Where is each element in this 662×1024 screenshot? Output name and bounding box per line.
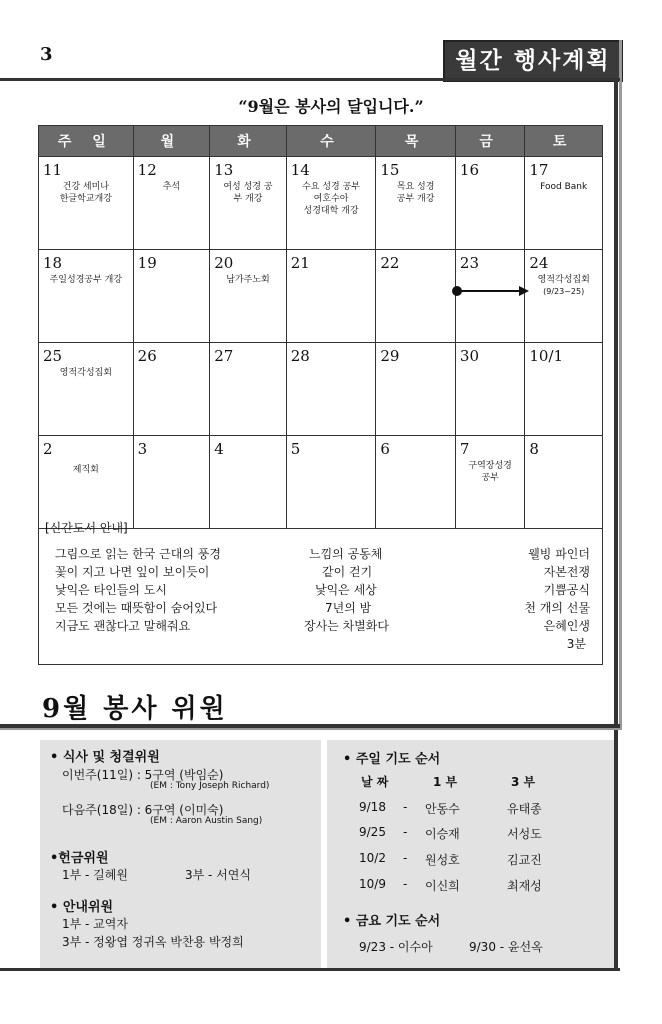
book-title: 모든 것에는 때뜻함이 숨어있다 — [55, 601, 218, 615]
day-number: 24 — [529, 254, 549, 272]
sunday-prayer-heading: • 주일 기도 순서 — [343, 752, 441, 767]
volunteer-panel-left — [40, 740, 321, 968]
weekday-header: 목 — [376, 126, 456, 157]
meal-this-week-em: (EM : Tony Joseph Richard) — [150, 781, 270, 791]
day-event: 제직회 — [72, 465, 99, 475]
prayer-col-header: 날 짜 — [361, 775, 389, 789]
day-event: 목요 성경 — [396, 182, 435, 192]
day-event: 여호수아 — [313, 194, 349, 204]
day-event: 수요 성경 공부 — [302, 182, 360, 192]
prayer-dash: - — [403, 825, 408, 839]
book-title: 자본전쟁 — [543, 565, 590, 579]
book-title: 은혜인생 — [543, 619, 590, 633]
meal-next-week-em: (EM : Aaron Austin Sang) — [150, 816, 263, 826]
day-event: 건강 세미나 — [62, 182, 109, 192]
calendar-day-cell — [455, 250, 524, 343]
calendar-day-cell — [525, 343, 603, 436]
calendar-day-cell — [286, 343, 376, 436]
book-title: 3분 — [566, 637, 586, 651]
usher-heading: • 안내위원 — [50, 900, 114, 915]
day-event: 여성 성경 공 — [223, 182, 273, 192]
day-number: 12 — [137, 161, 157, 179]
prayer-third-service: 유태종 — [507, 802, 542, 816]
calendar-day-cell — [39, 343, 134, 436]
calendar-day-cell — [210, 250, 287, 343]
book-title: 느낌의 공동체 — [309, 547, 383, 561]
day-number: 11 — [43, 161, 63, 179]
book-title: 낯익은 타인들의 도시 — [55, 583, 167, 597]
calendar-day-cell — [525, 250, 603, 343]
event-span-arrow — [456, 290, 524, 292]
prayer-first-service: 이신희 — [425, 879, 460, 893]
prayer-col-header: 3 부 — [511, 775, 536, 789]
day-number: 29 — [380, 347, 400, 365]
book-title: 장사는 차별화다 — [304, 619, 389, 633]
monthly-motto: “9월은 봉사의 달입니다.” — [238, 97, 424, 116]
day-event: 부 개강 — [233, 194, 263, 204]
day-event: 남가주노회 — [226, 275, 270, 285]
calendar-day-cell — [525, 157, 603, 250]
weekday-header: 토 — [525, 126, 603, 157]
prayer-third-service: 김교진 — [507, 853, 542, 867]
day-event: 영적각성집회 — [59, 368, 112, 378]
calendar-day-cell — [376, 250, 456, 343]
calendar-day-cell — [39, 157, 134, 250]
prayer-col-header: 1 부 — [433, 775, 458, 789]
calendar-day-cell — [210, 157, 287, 250]
day-number: 5 — [290, 440, 301, 458]
weekday-header: 금 — [455, 126, 524, 157]
calendar-day-cell — [286, 250, 376, 343]
calendar-day-cell — [376, 343, 456, 436]
calendar-week-row — [39, 250, 603, 343]
book-title: 낯익은 세상 — [315, 583, 377, 597]
prayer-dash: - — [403, 877, 408, 891]
prayer-date: 9/25 — [359, 825, 386, 839]
day-number: 6 — [380, 440, 390, 458]
prayer-third-service: 서성도 — [507, 827, 542, 841]
day-number: 16 — [459, 161, 479, 179]
meal-heading: • 식사 및 청결위원 — [50, 750, 160, 765]
frame-bottom-border — [0, 968, 620, 971]
calendar-day-cell — [210, 343, 287, 436]
friday-prayer-item: 9/30 - 윤선옥 — [469, 940, 543, 954]
day-event: 공부 — [481, 473, 499, 483]
offering-line: 3부 - 서연식 — [185, 868, 251, 882]
calendar-day-cell — [133, 250, 210, 343]
offering-heading: •헌금위원 — [50, 851, 109, 866]
calendar-day-cell — [286, 157, 376, 250]
day-event: 주일성경공부 개강 — [49, 275, 123, 285]
page-number: 3 — [40, 44, 53, 65]
weekday-header: 수 — [286, 126, 376, 157]
day-number: 27 — [214, 347, 234, 365]
calendar-week-row — [39, 157, 603, 250]
new-books-box — [38, 512, 603, 665]
section-divider-shadow — [0, 728, 622, 730]
arrow-head-icon — [519, 286, 529, 296]
day-number: 13 — [214, 161, 234, 179]
header-banner: 월간 행사계획 — [443, 40, 623, 82]
calendar-day-cell — [39, 250, 134, 343]
prayer-dash: - — [403, 800, 408, 814]
calendar-day-cell — [455, 343, 524, 436]
day-number: 22 — [380, 254, 400, 272]
day-event: 추석 — [162, 182, 181, 192]
weekday-header: 월 — [133, 126, 210, 157]
day-event: (9/23~25) — [543, 287, 585, 296]
day-event: 성경대학 개강 — [303, 206, 359, 216]
book-title: 지금도 괜찮다고 말해줘요 — [55, 619, 191, 633]
book-title: 7년의 밤 — [325, 601, 372, 615]
volunteer-panel-right — [327, 740, 614, 968]
book-title: 그림으로 읽는 한국 근대의 풍경 — [55, 547, 221, 561]
day-number: 17 — [529, 161, 549, 179]
prayer-first-service: 이승재 — [425, 827, 460, 841]
book-title: 천 개의 선물 — [524, 601, 590, 615]
prayer-date: 10/9 — [359, 877, 386, 891]
book-title: 꽃이 지고 나면 잎이 보이듯이 — [55, 565, 210, 579]
day-number: 10/1 — [529, 347, 564, 365]
day-number: 3 — [137, 440, 148, 458]
day-number: 20 — [214, 254, 234, 272]
day-event: 공부 개강 — [396, 194, 435, 204]
day-number: 14 — [290, 161, 310, 179]
new-books-title: [신간도서 안내] — [45, 521, 128, 535]
weekday-header: 주 일 — [39, 126, 134, 157]
calendar-day-cell — [133, 343, 210, 436]
calendar-table — [38, 125, 603, 529]
book-title: 웰빙 파인더 — [528, 547, 590, 561]
day-number: 2 — [43, 440, 53, 458]
day-number: 25 — [43, 347, 63, 365]
day-number: 19 — [137, 254, 157, 272]
calendar-day-cell — [455, 157, 524, 250]
day-number: 26 — [137, 347, 157, 365]
calendar-day-cell — [133, 157, 210, 250]
day-event: 구역장성경 — [468, 461, 512, 471]
usher-line: 3부 - 정왕엽 정귀옥 박찬용 박정희 — [62, 935, 244, 949]
frame-right-border — [614, 78, 618, 728]
frame-right-border-lower — [614, 730, 618, 970]
day-number: 30 — [459, 347, 479, 365]
day-number: 23 — [459, 254, 479, 272]
day-event: 영적각성집회 — [537, 275, 590, 285]
weekday-header: 화 — [210, 126, 287, 157]
weekday-header-row — [39, 126, 603, 157]
day-number: 28 — [290, 347, 310, 365]
meal-this-week: 이번주(11일) : 5구역 (박임순) — [62, 768, 224, 782]
day-number: 8 — [529, 440, 539, 458]
book-title: 같이 걷기 — [322, 565, 373, 579]
day-number: 7 — [459, 440, 470, 458]
friday-prayer-item: 9/23 - 이수아 — [359, 940, 433, 954]
calendar-day-cell — [376, 157, 456, 250]
usher-line: 1부 - 교역자 — [62, 917, 128, 931]
prayer-third-service: 최재성 — [507, 879, 542, 893]
day-event: 한글학교개강 — [59, 194, 112, 204]
day-event: Food Bank — [540, 182, 588, 192]
day-number: 21 — [290, 254, 310, 272]
prayer-date: 10/2 — [359, 851, 386, 865]
calendar-week-row — [39, 343, 603, 436]
day-number: 15 — [380, 161, 400, 179]
frame-top-border — [0, 78, 620, 81]
volunteers-title: 9월 봉사 위원 — [42, 694, 228, 724]
prayer-dash: - — [403, 851, 408, 865]
frame-shadow — [619, 40, 622, 730]
prayer-first-service: 원성호 — [425, 853, 460, 867]
prayer-first-service: 안동수 — [425, 802, 460, 816]
book-title: 기쁨공식 — [543, 583, 590, 597]
day-number: 4 — [214, 440, 224, 458]
offering-line: 1부 - 길혜원 — [62, 868, 128, 882]
friday-prayer-heading: • 금요 기도 순서 — [343, 914, 441, 929]
day-number: 18 — [43, 254, 63, 272]
prayer-date: 9/18 — [359, 800, 386, 814]
meal-next-week: 다음주(18일) : 6구역 (이미숙) — [62, 803, 224, 817]
